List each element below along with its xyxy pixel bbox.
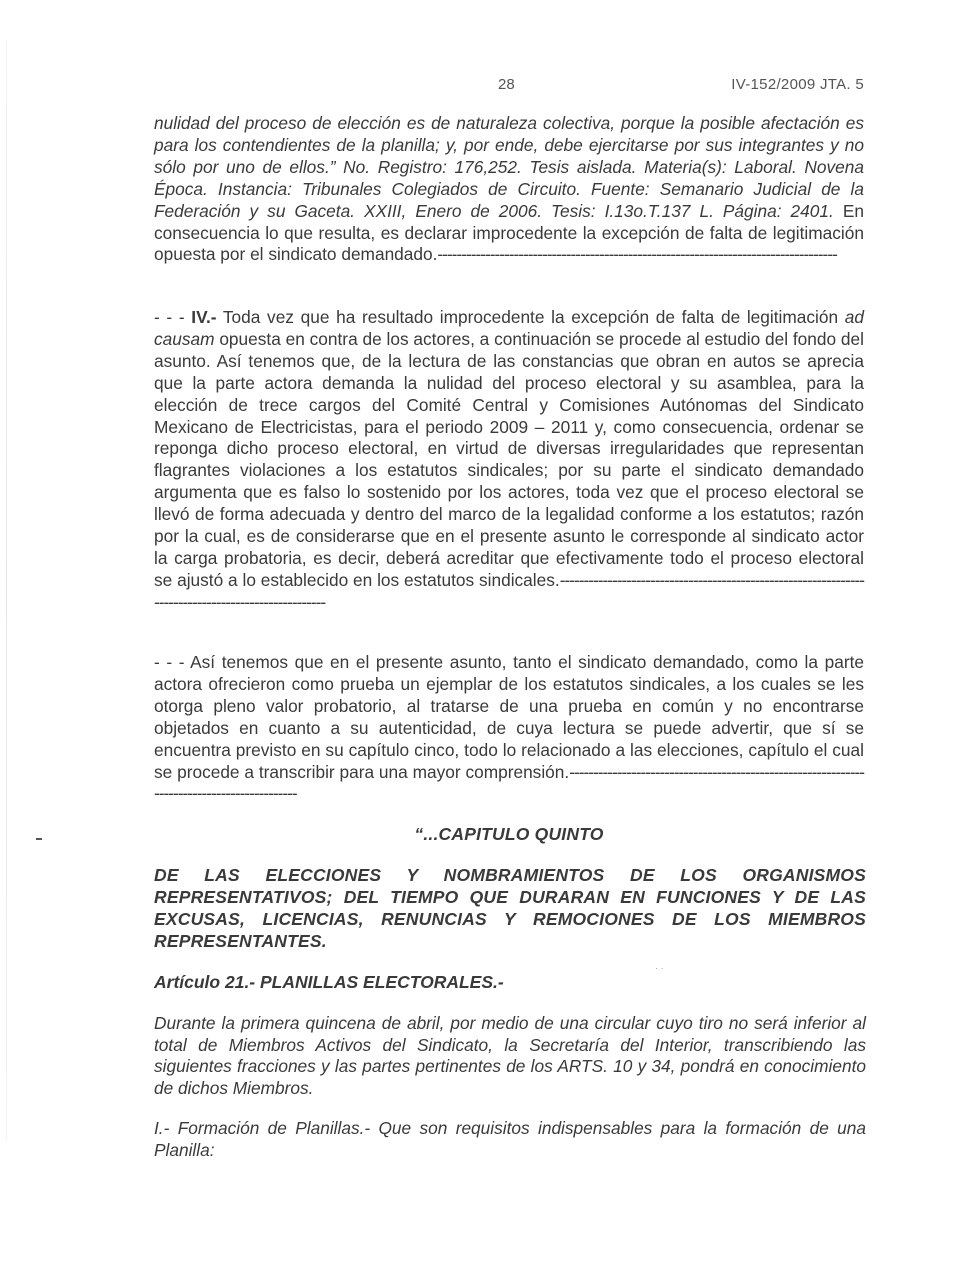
- filler-dashes: --------------------------------------------------------------------------------------------: [154, 761, 864, 804]
- section-numeral: IV.-: [191, 307, 217, 327]
- page-header: [0, 76, 977, 96]
- scan-edge-shadow: [6, 40, 7, 1140]
- filler-dashes: ------------------------------------------------------------------------------------: [437, 244, 837, 265]
- chapter-title: “...CAPITULO QUINTO: [414, 824, 604, 844]
- chapter-subtitle: DE LAS ELECCIONES Y NOMBRAMIENTOS DE LOS ORGANISMOS REPRESENTATIVOS; DEL TIEMPO QUE DURARAN EN FUNCIONES Y DE LAS EXCUSAS, LICENCIAS, RENUNCIAS Y REMOCIONES DE LOS MIEMBROS REPRESENTANTES.: [154, 865, 866, 951]
- page-number: 28: [498, 76, 515, 93]
- paragraph-section-iv: [154, 307, 864, 614]
- case-number: IV-152/2009 JTA. 5: [731, 76, 864, 93]
- latin-term: ad causam: [154, 307, 864, 349]
- filler-dashes: ----------------------------------------------------------------------------------------------------: [154, 569, 864, 612]
- paragraph-text-b: opuesta en contra de los actores, a continuación se procede al estudio del fondo del asunto. Así tenemos que, de la lectura de las constancias que obran en autos se aprecia que la parte actora demanda la nulidad del proceso electoral y su asamblea, para la elección de trece cargos del Comité Central y Comisiones Autónomas del Sindicato Mexicano de Electricistas, para el periodo 2009 – 2011 y, como consecuencia, ordenar se reponga dicho proceso electoral, en virtud de diversas irregularidades que representan flagrantes violaciones a los estatutos sindicales; por su parte el sindicato demandado argumenta que es falso lo sostenido por los actores, toda vez que el proceso electoral se llevó de forma adecuada y dentro del marco de la legalidad conforme a los estatutos; razón por la cual, es de considerarse que en el presente asunto le corresponde al sindicato actor la carga probatoria, es decir, deberá acreditar que efectivamente todo el proceso electoral se ajustó a lo establecido en los estatutos sindicales.: [154, 328, 864, 590]
- paragraph-quote-continuation: [154, 113, 864, 266]
- paragraph-text: - - - Así tenemos que en el presente asunto, tanto el sindicato demandado, como la parte actora ofrecieron como prueba un ejemplar de los estatutos sindicales, a los cuales se les otorga pleno valor probatorio, al tratarse de una prueba en común y no encontrarse objetados en cuanto a su autenticidad, de cuya lectura se puede advertir, que sí se encuentra previsto en su capítulo cinco, todo lo relacionado a las elecciones, capítulo el cual se procede a transcribir para una mayor comprensión.: [154, 652, 864, 782]
- article-paragraph-2: I.- Formación de Planillas.- Que son requisitos indispensables para la formación de una Planilla:: [154, 1118, 866, 1160]
- article-paragraph-1: Durante la primera quincena de abril, por medio de una circular cuyo tiro no será inferior al total de Miembros Activos del Sindicato, la Secretaría del Interior, transcribiendo las siguientes fracciones y las partes pertinentes de los ARTS. 10 y 34, pondrá en conocimiento de dichos Miembros.: [154, 1013, 866, 1098]
- paragraph-evidence: [154, 652, 864, 805]
- scan-speck: · ·: [655, 963, 664, 973]
- quoted-thesis-text: nulidad del proceso de elección es de naturaleza colectiva, porque la posible afectación es para los contendientes de la planilla; y, por ende, debe ejercitarse por sus integrantes y no sólo por uno de ellos.” No. Registro: 176,252. Tesis aislada. Materia(s): Laboral. Novena Época. Instancia: Tribunales Colegiados de Circuito. Fuente: Semanario Judicial de la Federación y su Gaceta. XXIII, Enero de 2006. Tesis: I.13o.T.137 L. Página: 2401.: [154, 113, 864, 221]
- paragraph-text-a: Toda vez que ha resultado improcedente la excepción de falta de legitimación: [216, 307, 845, 327]
- article-title: Artículo 21.- PLANILLAS ELECTORALES.-: [154, 972, 504, 992]
- margin-mark: [36, 838, 42, 840]
- paragraph-text: En consecuencia lo que resulta, es declarar improcedente la excepción de falta de legitimación opuesta por el sindicato demandado.: [154, 200, 864, 265]
- lead-dashes: - - -: [154, 307, 192, 327]
